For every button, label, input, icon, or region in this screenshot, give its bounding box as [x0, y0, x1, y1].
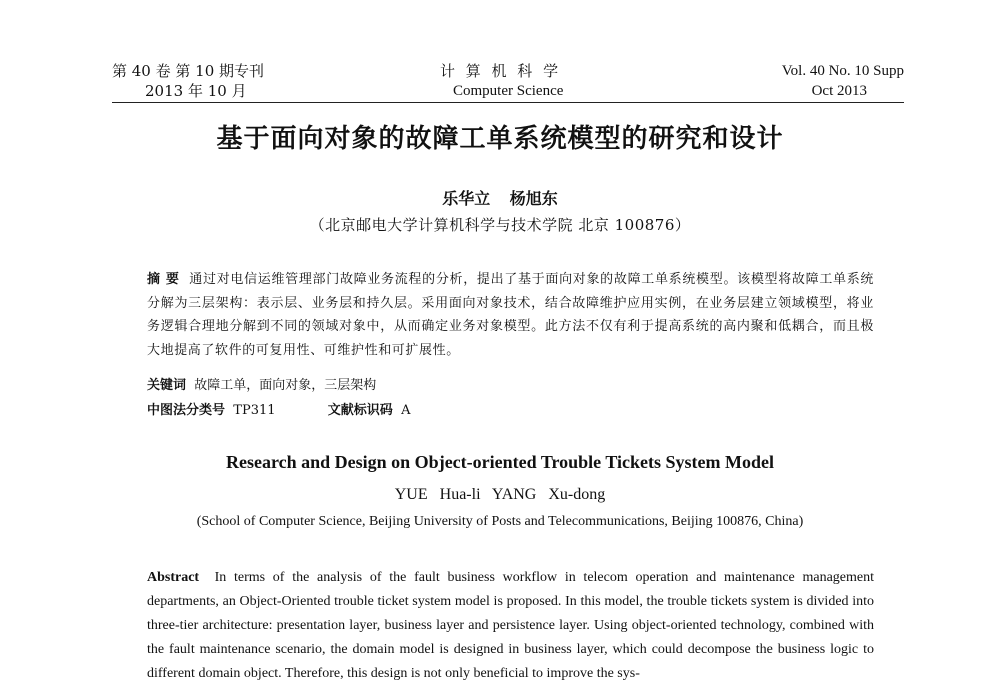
- abstract-cn-text: 通过对电信运维管理部门故障业务流程的分析，提出了基于面向对象的故障工单系统模型。该模型将故障工单系统分解为三层架构：表示层、业务层和持久层。采用面向对象技术，结合故障维护应用实例，在业务层建立领域模型，将业务逻辑合理地分解到不同的领域对象中，从而确定业务对象模型。此方法不仅有利于提高系统的高内聚和低耦合，而且极大地提高了软件的可复用性、可维护性和可扩展性。: [147, 272, 875, 358]
- clc-value: TP311: [233, 403, 276, 418]
- authors-en: YUE Hua-li YANG Xu-dong: [394, 486, 606, 503]
- affiliation-cn: （北京邮电大学计算机科学与技术学院 北京 100876）: [309, 216, 691, 234]
- clc-label: 中图法分类号: [147, 403, 226, 418]
- keywords-cn: [147, 374, 376, 393]
- abstract-en: [147, 566, 874, 686]
- journal-header: [0, 62, 1000, 106]
- paper-title-cn: 基于面向对象的故障工单系统模型的研究和设计: [216, 124, 784, 154]
- issue-date-en: Oct 2013: [811, 83, 867, 99]
- journal-name-cn: 计 算 机 科 学: [440, 62, 562, 80]
- paper-title-en: Research and Design on Object-oriented Trouble Tickets System Model: [226, 452, 774, 472]
- authors-cn: 乐华立 杨旭东: [442, 189, 558, 208]
- keywords-cn-label: 关键词: [147, 378, 187, 393]
- abstract-cn-label: 摘 要: [147, 272, 180, 287]
- volume-issue: 第 40 卷 第 10 期专刊: [112, 62, 265, 80]
- keywords-cn-text: 故障工单，面向对象，三层架构: [194, 378, 377, 393]
- affiliation-en: (School of Computer Science, Beijing University of Posts and Telecommunications, Beijing 100876, China): [196, 514, 804, 529]
- abstract-en-label: Abstract: [147, 570, 200, 585]
- journal-name-en: Computer Science: [453, 83, 564, 99]
- abstract-en-text: In terms of the analysis of the fault business workflow in telecom operation and maintenance management departments, an Object-Oriented trouble ticket system model is proposed. In this model, the trouble tickets system is divided into three-tier architecture: presentation layer, business layer and persistence layer. Using object-oriented technology, combined with the fault maintenance scenario, the domain model is designed in business layer, which could decompose the business logic to different domain object. Therefore, this design is not only beneficial to improve the sys-: [147, 570, 875, 681]
- doc-code-label: 文献标识码: [327, 403, 393, 418]
- abstract-cn: [147, 268, 874, 362]
- classification-row: [147, 399, 410, 418]
- issue-date-cn: 2013 年 10 月: [145, 82, 247, 100]
- header-rule: [112, 102, 904, 103]
- volume-issue-en: Vol. 40 No. 10 Supp: [781, 63, 904, 79]
- doc-code-value: A: [401, 403, 411, 418]
